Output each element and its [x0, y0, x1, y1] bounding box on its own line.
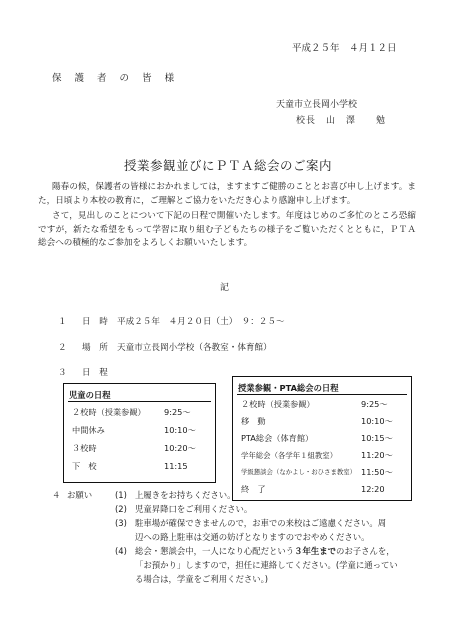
schedule-row-time: 10:20～ [164, 443, 196, 453]
grade-emphasis: ３年生まで [294, 546, 336, 556]
addressee: 保 護 者 の 皆 様 [52, 73, 180, 84]
schedule-row-label: ２校時（授業参観） [72, 407, 146, 417]
item-2-value: 天童市立長岡小学校（各教室・体育館） [117, 343, 272, 353]
greeting-paragraph: 陽春の候，保護者の皆様におかれましては，ますますご健勝のこととお喜び申し上げます。また，日頃より本校の教育に，ご理解とご協力をいただき心より感謝申し上げます。 [38, 182, 416, 206]
request-text: 「お預かり」しますので，担任に連絡してください。(学童に通ってい [135, 560, 398, 570]
item-2-label: 場 所 [82, 343, 108, 353]
request-marker: (3) [115, 518, 127, 528]
schedule-row-time: 11:20～ [361, 450, 393, 460]
document-date: 平成２５年 ４月１２日 [292, 43, 397, 54]
schedule-row-time: 11:50～ [361, 467, 393, 477]
divider [68, 401, 211, 402]
request-text: 児童昇降口をご利用ください。 [135, 504, 253, 514]
children-schedule-title: 児童の日程 [69, 390, 111, 400]
request-marker: (2) [115, 504, 127, 514]
request-text: 総会・懇談会中，一人になり心配だという [135, 546, 295, 556]
school-name: 天童市立長岡小学校 [276, 100, 358, 110]
schedule-row-time: 10:15～ [361, 433, 393, 443]
item-4-number: ４ [52, 490, 61, 500]
schedule-row-label: 移 動 [241, 416, 266, 426]
schedule-row-time: 9:25～ [164, 407, 191, 417]
item-2-number: ２ [58, 343, 67, 353]
item-1-label: 日 時 [82, 317, 108, 327]
schedule-row-label: 下 校 [72, 461, 97, 471]
schedule-row-time: 12:20 [361, 484, 385, 494]
item-1-number: １ [58, 317, 67, 327]
pta-schedule-box [232, 376, 412, 501]
request-text: のお子さんを， [336, 546, 395, 556]
request-text: 上履きをお持ちください。 [135, 490, 236, 500]
schedule-row-label: 学級懇談会（なかよし・おひさま教室） [241, 468, 357, 476]
schedule-row-label: ３校時 [72, 443, 97, 453]
schedule-row-time: 10:10～ [361, 416, 393, 426]
pta-schedule-title: 授業参観・PTA総会の日程 [238, 383, 339, 393]
announcement-paragraph: さて，見出しのことについて下記の日程で開催いたします。年度はじめのご多忙のところ恐縮ですが，新たな希望をもって学習に取り組む子どもたちの様子をご覧いただくとともに，ＰＴＡ総会への積極的なご参加をよろしくお願いいたします。 [38, 211, 416, 249]
schedule-row-label: 終 了 [241, 484, 266, 494]
ki-heading: 記 [220, 283, 230, 293]
item-4-label: お願い [67, 490, 93, 500]
document-title: 授業参観並びにＰＴＡ総会のご案内 [124, 158, 333, 173]
divider [237, 394, 407, 395]
request-marker: (4) [115, 546, 127, 556]
item-3-label: 日 程 [82, 368, 108, 378]
item-1-value: 平成２５年 ４月２０日（土） ９：２５～ [117, 317, 285, 327]
request-text: る場合は，学童をご利用ください。) [135, 574, 269, 584]
schedule-row-time: 10:10～ [164, 425, 196, 435]
principal-name: 校長 山 澤 勉 [296, 116, 387, 126]
request-marker: (1) [115, 490, 127, 500]
schedule-row-time: 11:15 [164, 461, 188, 471]
item-3-number: ３ [58, 368, 67, 378]
schedule-row-label: ２校時（授業参観） [241, 399, 315, 409]
schedule-row-label: PTA総会（体育館） [241, 433, 314, 443]
children-schedule-box [63, 383, 216, 483]
request-text-line [135, 547, 395, 555]
request-text: 駐車場が確保できませんので，お車での来校はご遠慮ください。周 [135, 518, 387, 528]
schedule-row-label: 学年総会（各学年１組教室） [241, 451, 338, 460]
schedule-row-label: 中間休み [72, 425, 105, 435]
request-text: 辺への路上駐車は交通の妨げとなりますのでおやめください。 [135, 532, 370, 542]
schedule-row-time: 9:25～ [361, 399, 388, 409]
